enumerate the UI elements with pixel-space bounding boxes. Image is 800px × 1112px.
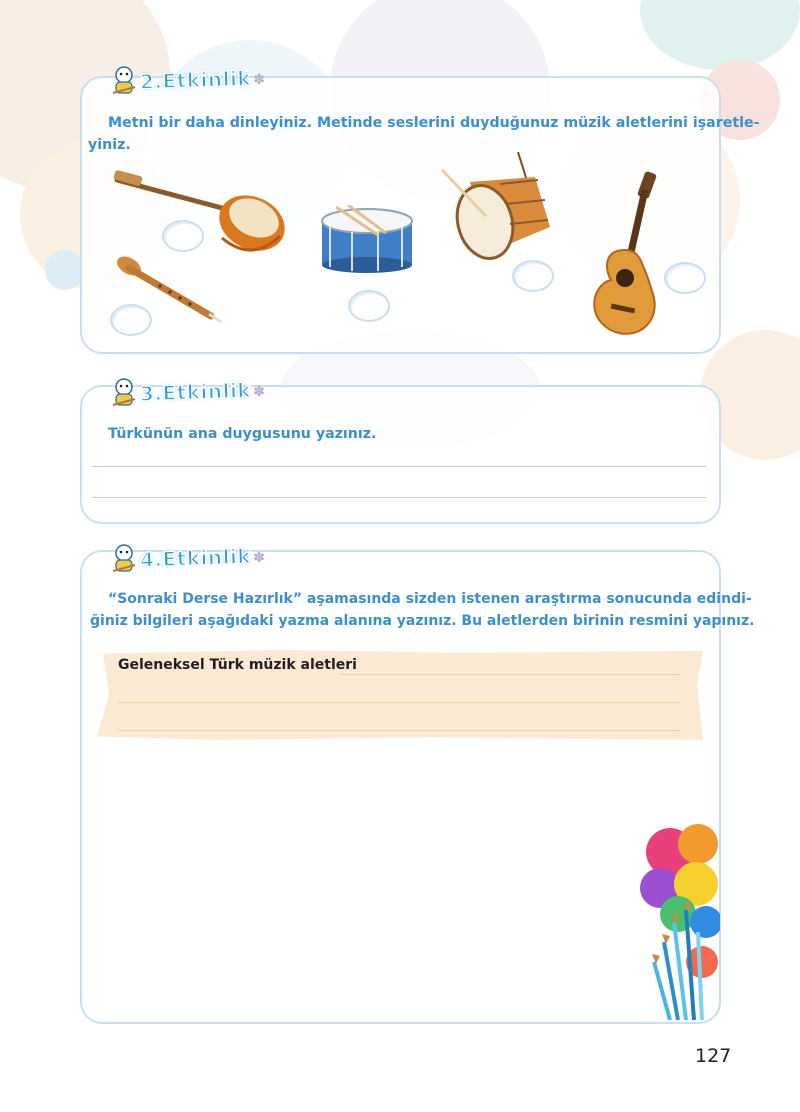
saz-checkbox[interactable] bbox=[162, 220, 204, 252]
answer-line[interactable] bbox=[92, 497, 706, 498]
note-writing-line[interactable] bbox=[118, 702, 680, 703]
mascot-icon bbox=[110, 377, 138, 407]
background-blob bbox=[640, 0, 800, 70]
guitar-icon bbox=[585, 170, 665, 342]
swirl-icon: ✽ bbox=[253, 384, 265, 400]
note-writing-line[interactable] bbox=[118, 730, 680, 731]
activity-3-badge-label: 3.Etkinlik bbox=[139, 378, 252, 406]
page-number: 127 bbox=[695, 1045, 732, 1067]
activity-3-badge bbox=[110, 374, 265, 410]
activity-2-badge bbox=[110, 62, 265, 98]
swirl-icon: ✽ bbox=[253, 72, 265, 88]
paint-brushes-icon bbox=[640, 822, 720, 1026]
background-blob bbox=[45, 250, 85, 290]
swirl-icon: ✽ bbox=[253, 550, 265, 566]
activity-4-badge-label: 4.Etkinlik bbox=[139, 544, 252, 572]
activity-4-badge bbox=[110, 540, 265, 576]
bass-drum-checkbox[interactable] bbox=[512, 260, 554, 292]
bass-drum-icon bbox=[440, 152, 555, 271]
snare-drum-icon bbox=[318, 205, 418, 279]
activity-2-badge-label: 2.Etkinlik bbox=[139, 66, 252, 94]
activity-4-instruction-line2: ğiniz bilgileri aşağıdaki yazma alanına yazınız. Bu aletlerden birinin resmini yapınız. bbox=[90, 613, 755, 629]
mascot-icon bbox=[110, 65, 138, 95]
activity-2-instruction-line1: Metni bir daha dinleyiniz. Metinde seslerini duyduğunuz müzik aletlerini işaretle- bbox=[108, 115, 760, 131]
answer-line[interactable] bbox=[92, 466, 706, 467]
mascot-icon bbox=[110, 543, 138, 573]
note-title: Geleneksel Türk müzik aletleri bbox=[118, 657, 357, 673]
drawing-area[interactable] bbox=[92, 750, 632, 1010]
zurna-checkbox[interactable] bbox=[110, 304, 152, 336]
note-writing-line[interactable] bbox=[340, 674, 680, 675]
activity-3-instruction: Türkünün ana duygusunu yazınız. bbox=[108, 426, 377, 442]
guitar-checkbox[interactable] bbox=[664, 262, 706, 294]
snare-drum-checkbox[interactable] bbox=[348, 290, 390, 322]
activity-4-instruction-line1: “Sonraki Derse Hazırlık” aşamasında sizden istenen araştırma sonucunda edindi- bbox=[108, 591, 752, 607]
activity-2-instruction-line2: yiniz. bbox=[88, 137, 131, 153]
